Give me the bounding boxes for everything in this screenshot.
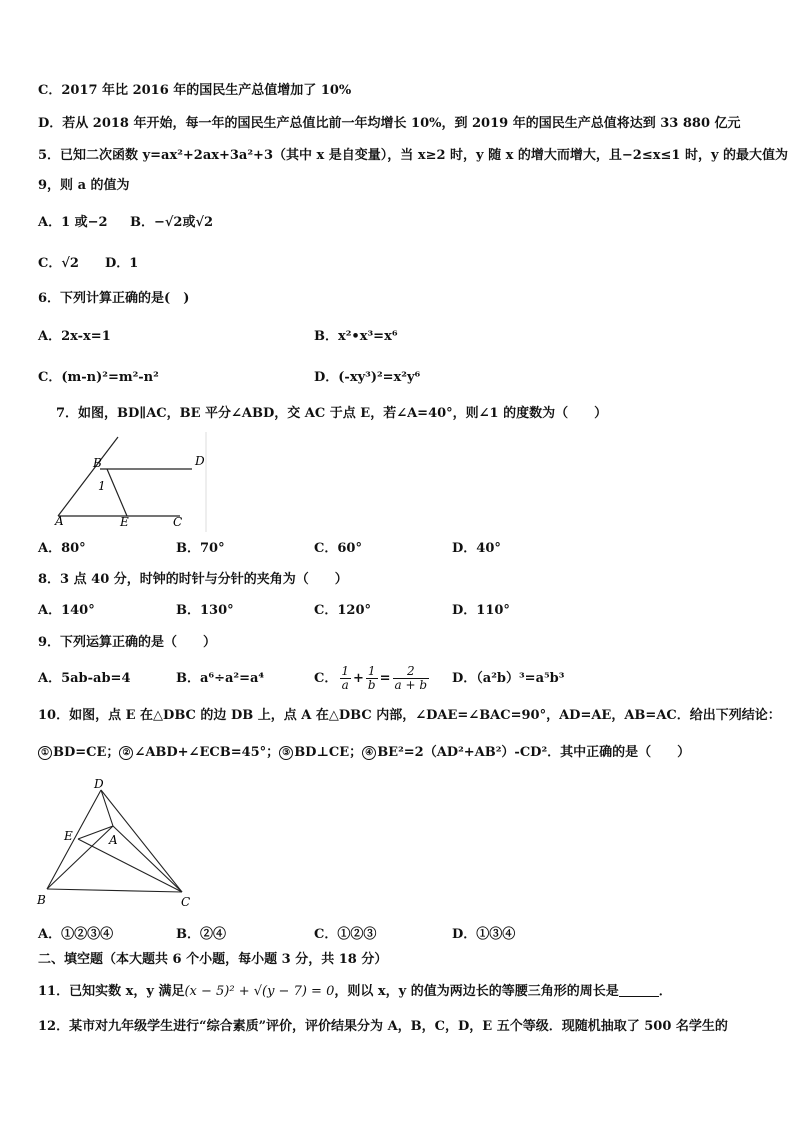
q9-option-a[interactable]: A．5ab-ab=4 <box>38 671 131 686</box>
fraction-1-over-b <box>366 665 378 692</box>
fig10-line-bc <box>47 889 182 892</box>
question-10-stem: 10．如图，点 E 在△DBC 的边 DB 上，点 A 在△DBC 内部，∠DAE=∠BAC=90°，AD=AE，AB=AC．给出下列结论： <box>38 708 781 723</box>
fig10-line-ac <box>113 826 182 892</box>
q7-option-b[interactable]: B．70° <box>176 541 225 556</box>
circled-number-2: ② <box>119 746 133 760</box>
q10-option-a[interactable]: A．①②③④ <box>38 927 114 942</box>
fig10-line-da <box>101 790 113 826</box>
q6-option-a[interactable]: A．2x-x=1 <box>38 329 111 344</box>
conclusion-3: BD⊥CE； <box>294 745 363 760</box>
fraction-1-over-a <box>339 665 351 692</box>
q9-option-c[interactable]: C． $\frac{1}{a}$ + $\frac{1}{b}$ = $\frac{2}{a + b}$ <box>314 664 428 692</box>
q7-option-c[interactable]: C．60° <box>314 541 362 556</box>
question-11 <box>38 983 672 1001</box>
q5-option-a[interactable]: A．1 或−2 <box>38 215 108 230</box>
question-9-stem: 9．下列运算正确的是（ ） <box>38 635 217 650</box>
fig7-label-c: C <box>173 515 183 529</box>
circled-number-3: ③ <box>279 746 293 760</box>
option-c-line: C．2017 年比 2016 年的国民生产总值增加了 10% <box>38 83 352 98</box>
fig7-label-1: 1 <box>98 479 106 493</box>
q11-end: ． <box>658 984 672 999</box>
q8-option-c[interactable]: C．120° <box>314 603 371 618</box>
circled-number-1: ① <box>38 746 52 760</box>
q9-option-b[interactable]: B．a⁶÷a²=a⁴ <box>176 671 265 686</box>
figure-7-diagram <box>50 432 210 532</box>
q11-suffix: ，则以 x，y 的值为两边长的等腰三角形的周长是 <box>334 984 619 999</box>
conclusion-2: ∠ABD+∠ECB=45°； <box>134 745 280 760</box>
q5-option-d[interactable]: D．1 <box>105 256 139 271</box>
answer-blank[interactable] <box>619 983 659 997</box>
fraction-numerator: 2 <box>406 664 415 678</box>
circled-number-4: ④ <box>362 746 376 760</box>
question-6-stem: 6．下列计算正确的是( ) <box>38 291 190 306</box>
fig10-line-ec <box>78 839 182 892</box>
fig10-line-ba <box>47 826 113 889</box>
fig7-label-d: D <box>195 454 205 468</box>
fig10-label-b: B <box>37 893 46 907</box>
q5-option-b[interactable]: B．−√2或√2 <box>130 215 214 230</box>
question-5-stem-cont: 9，则 a 的值为 <box>38 178 130 193</box>
fig10-line-ea <box>78 826 113 839</box>
fig10-label-c: C <box>181 895 191 909</box>
fraction-numerator: 1 <box>341 664 349 678</box>
q8-option-b[interactable]: B．130° <box>176 603 234 618</box>
conclusion-1: BD=CE； <box>53 745 120 760</box>
conclusion-4: BE²=2（AD²+AB²）-CD²．其中正确的是（ ） <box>377 745 691 760</box>
q7-option-d[interactable]: D．40° <box>452 541 501 556</box>
q8-option-a[interactable]: A．140° <box>38 603 95 618</box>
q9-option-c-label: C． <box>314 671 338 686</box>
fig10-label-d: D <box>94 777 104 791</box>
q6-option-d[interactable]: D．(-xy³)²=x²y⁶ <box>314 370 421 385</box>
q10-option-d[interactable]: D．①③④ <box>452 927 516 942</box>
question-10-conclusions <box>38 744 690 762</box>
question-5-stem: 5．已知二次函数 y=ax²+2ax+3a²+3（其中 x 是自变量），当 x≥2 时，y 随 x 的增大而增大，且−2≤x≤1 时，y 的最大值为 <box>38 148 789 163</box>
q6-option-c[interactable]: C．(m-n)²=m²-n² <box>38 370 159 385</box>
question-7-stem: 7．如图，BD∥AC，BE 平分∠ABD，交 AC 于点 E，若∠A=40°，则∠1 的度数为（ ） <box>56 406 608 421</box>
q8-option-d[interactable]: D．110° <box>452 603 510 618</box>
q7-option-a[interactable]: A．80° <box>38 541 86 556</box>
figure-10-diagram <box>34 776 204 912</box>
fig7-label-b: B <box>93 456 102 470</box>
question-8-stem: 8．3 点 40 分，时钟的时针与分针的夹角为（ ） <box>38 572 348 587</box>
fraction-denominator: a <box>341 678 349 692</box>
fraction-denominator: b <box>367 678 376 692</box>
fig7-label-e: E <box>120 515 129 529</box>
q10-option-c[interactable]: C．①②③ <box>314 927 377 942</box>
fig7-line-be <box>107 469 127 516</box>
q5-option-c[interactable]: C．√2 <box>38 256 79 271</box>
fig10-label-e: E <box>64 829 73 843</box>
q9-option-d[interactable]: D．（a²b）³=a⁵b³ <box>452 671 565 686</box>
question-12-stem: 12．某市对九年级学生进行“综合素质”评价，评价结果分为 A，B，C，D，E 五个等级．现随机抽取了 500 名学生的 <box>38 1019 728 1034</box>
fraction-denominator: a + b <box>394 678 428 692</box>
fraction-2-over-a-plus-b <box>393 665 430 692</box>
fig7-label-a: A <box>55 514 64 528</box>
fig7-line-ab <box>58 437 118 516</box>
option-d-line: D．若从 2018 年开始，每一年的国民生产总值比前一年均增长 10%，到 2019 年的国民生产总值将达到 33 880 亿元 <box>38 116 741 131</box>
q11-prefix: 11．已知实数 x，y 满足 <box>38 984 185 999</box>
section-2-heading: 二、填空题（本大题共 6 个小题，每小题 3 分，共 18 分） <box>38 952 388 967</box>
q11-equation: (x − 5)² + √(y − 7) = 0 <box>184 984 335 999</box>
fig10-line-db <box>47 790 101 889</box>
q6-option-b[interactable]: B．x²•x³=x⁶ <box>314 329 398 344</box>
fig10-label-a: A <box>109 833 118 847</box>
q10-option-b[interactable]: B．②④ <box>176 927 226 942</box>
fraction-numerator: 1 <box>367 664 376 678</box>
